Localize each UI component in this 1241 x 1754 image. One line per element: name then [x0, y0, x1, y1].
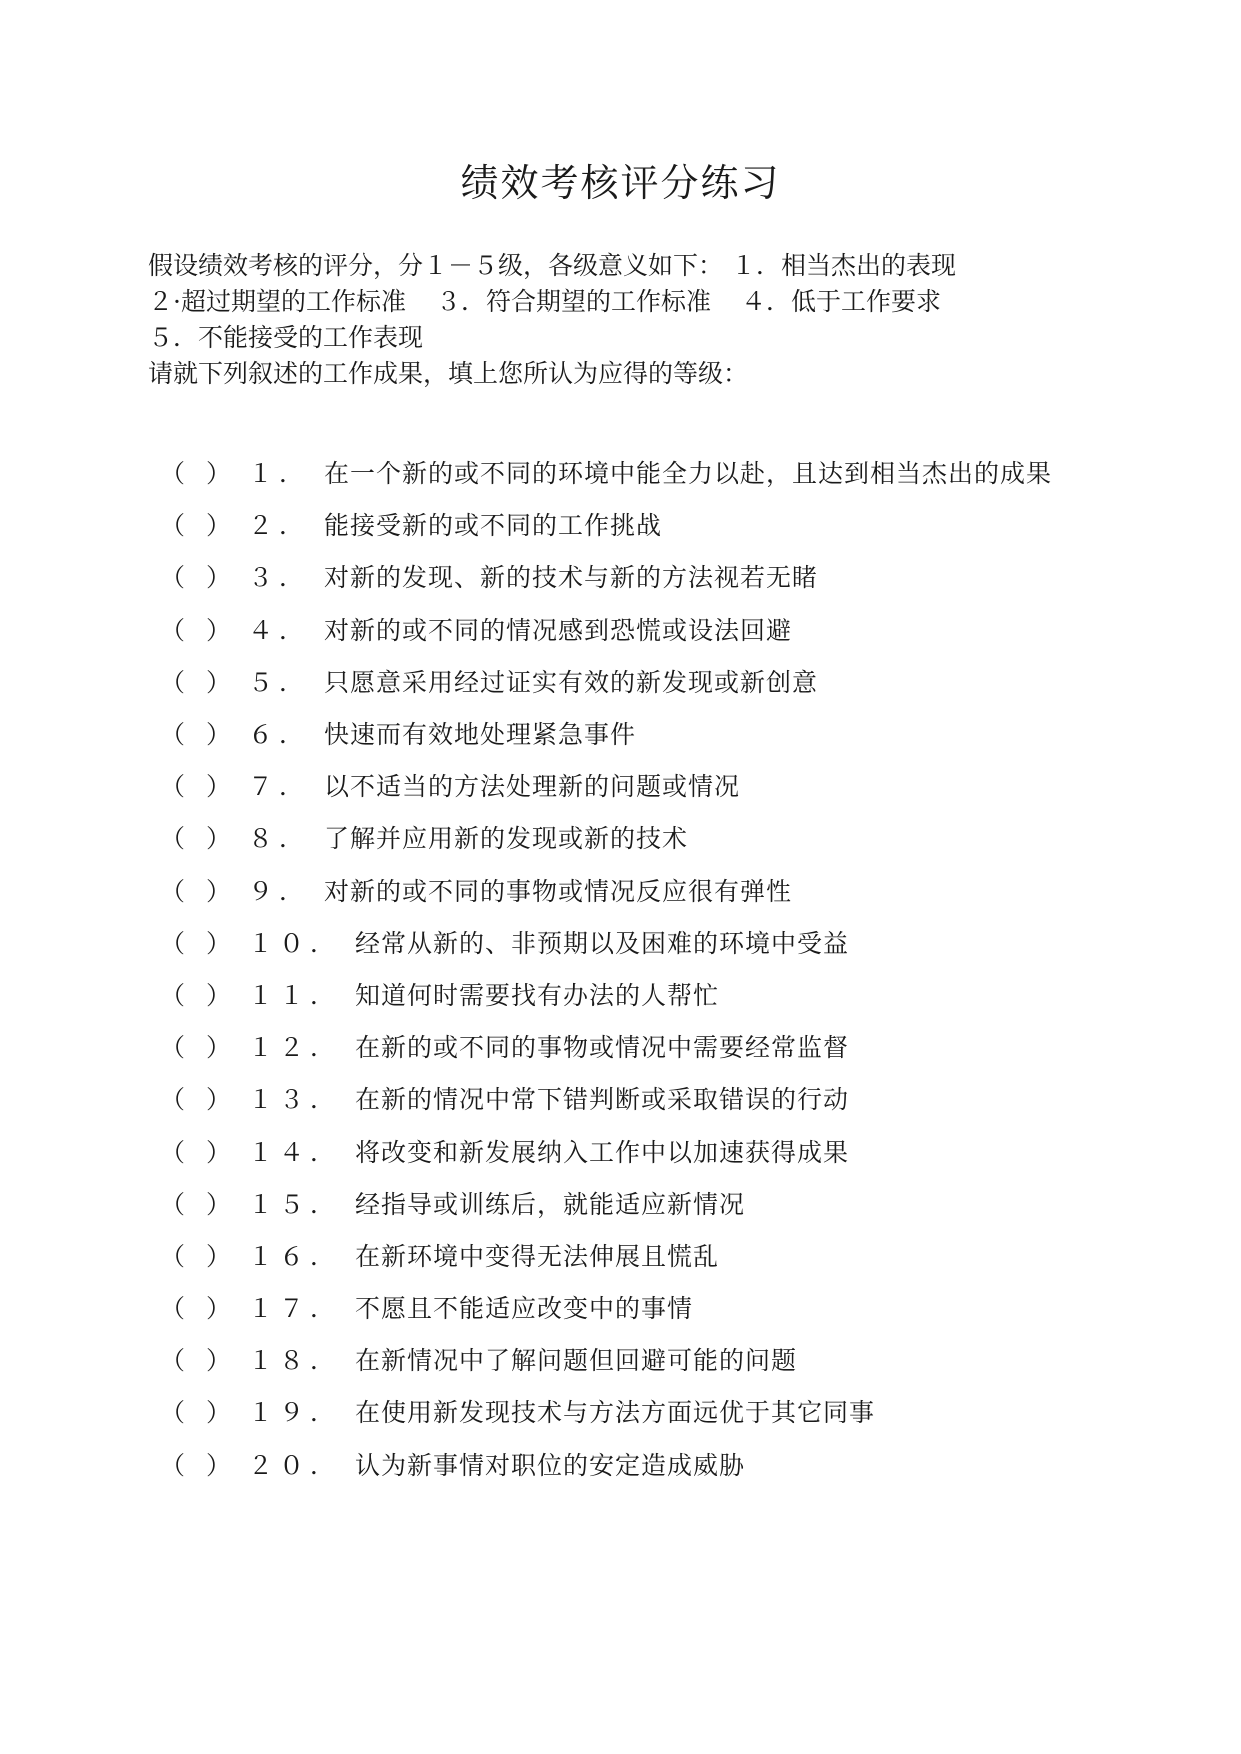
rating-blank[interactable] — [160, 813, 248, 865]
intro-line-3 — [148, 320, 1138, 356]
statement-text: 知道何时需要找有办法的人帮忙 — [355, 980, 720, 1010]
close-paren: ） — [206, 1398, 232, 1428]
close-paren: ） — [206, 720, 232, 750]
statement-row — [160, 1179, 1220, 1231]
statement-number: １９． — [248, 1398, 342, 1428]
statement-row — [160, 657, 1220, 709]
open-paren: （ — [160, 1346, 186, 1376]
statement-number: ２． — [248, 511, 311, 541]
open-paren: （ — [160, 459, 186, 489]
close-paren: ） — [206, 563, 232, 593]
statement-text: 经常从新的、非预期以及困难的环境中受益 — [355, 928, 850, 958]
rating-blank[interactable] — [160, 1387, 248, 1439]
statement-text: 能接受新的或不同的工作挑战 — [324, 511, 663, 541]
rating-blank[interactable] — [160, 709, 248, 761]
open-paren: （ — [160, 1189, 186, 1219]
statement-text: 以不适当的方法处理新的问题或情况 — [324, 772, 741, 802]
statement-number: ６． — [248, 720, 311, 750]
statement-text: 在使用新发现技术与方法方面远优于其它同事 — [355, 1398, 876, 1428]
statement-row — [160, 500, 1220, 552]
rating-blank[interactable] — [160, 657, 248, 709]
rating-blank[interactable] — [160, 1179, 248, 1231]
statement-text: 在新的情况中常下错判断或采取错误的行动 — [355, 1085, 850, 1115]
close-paren: ） — [206, 1085, 232, 1115]
statement-text: 对新的发现、新的技术与新的方法视若无睹 — [324, 563, 819, 593]
scale-level-3: ３．符合期望的工作标准 — [435, 287, 711, 316]
statement-text: 了解并应用新的发现或新的技术 — [324, 824, 689, 854]
scale-level-4: ４．低于工作要求 — [740, 287, 941, 316]
statement-number: ８． — [248, 824, 311, 854]
statement-number: ３． — [248, 563, 311, 593]
statement-row — [160, 1440, 1220, 1492]
statement-number: １８． — [248, 1346, 342, 1376]
rating-blank[interactable] — [160, 970, 248, 1022]
statement-text: 对新的或不同的情况感到恐慌或设法回避 — [324, 615, 793, 645]
statement-number: １０． — [248, 928, 342, 958]
statement-row — [160, 970, 1220, 1022]
close-paren: ） — [206, 615, 232, 645]
rating-blank[interactable] — [160, 1074, 248, 1126]
statement-row — [160, 1335, 1220, 1387]
rating-blank[interactable] — [160, 448, 248, 500]
close-paren: ） — [206, 1346, 232, 1376]
statement-text: 认为新事情对职位的安定造成威胁 — [355, 1450, 746, 1480]
rating-blank[interactable] — [160, 552, 248, 604]
open-paren: （ — [160, 615, 186, 645]
close-paren: ） — [206, 1137, 232, 1167]
statement-row — [160, 448, 1220, 500]
instructions — [148, 248, 1138, 392]
close-paren: ） — [206, 1294, 232, 1324]
statement-number: １． — [248, 459, 311, 489]
statement-number: １５． — [248, 1189, 342, 1219]
rating-blank[interactable] — [160, 500, 248, 552]
statement-row — [160, 1126, 1220, 1178]
close-paren: ） — [206, 1241, 232, 1271]
statement-text: 经指导或训练后，就能适应新情况 — [355, 1189, 746, 1219]
close-paren: ） — [206, 1033, 232, 1063]
statement-number: １３． — [248, 1085, 342, 1115]
scale-level-1: １．相当杰出的表现 — [730, 251, 956, 280]
statement-row — [160, 605, 1220, 657]
rating-blank[interactable] — [160, 1127, 248, 1179]
open-paren: （ — [160, 667, 186, 697]
close-paren: ） — [206, 1189, 232, 1219]
statement-text: 在新情况中了解问题但回避可能的问题 — [355, 1346, 798, 1376]
statement-number: ５． — [248, 667, 311, 697]
statement-text: 只愿意采用经过证实有效的新发现或新创意 — [324, 667, 819, 697]
open-paren: （ — [160, 1450, 186, 1480]
close-paren: ） — [206, 459, 232, 489]
open-paren: （ — [160, 720, 186, 750]
close-paren: ） — [206, 667, 232, 697]
rating-blank[interactable] — [160, 866, 248, 918]
page-title: 绩效考核评分练习 — [460, 161, 781, 205]
open-paren: （ — [160, 824, 186, 854]
rating-blank[interactable] — [160, 1335, 248, 1387]
statement-number: ７． — [248, 772, 311, 802]
rating-blank[interactable] — [160, 1440, 248, 1492]
statement-text: 快速而有效地处理紧急事件 — [324, 720, 637, 750]
statement-text: 将改变和新发展纳入工作中以加速获得成果 — [355, 1137, 850, 1167]
statement-row — [160, 1387, 1220, 1439]
open-paren: （ — [160, 772, 186, 802]
statement-number: ４． — [248, 615, 311, 645]
rating-blank[interactable] — [160, 1283, 248, 1335]
open-paren: （ — [160, 1241, 186, 1271]
open-paren: （ — [160, 511, 186, 541]
instruction-line: 请就下列叙述的工作成果，填上您所认为应得的等级： — [148, 359, 749, 388]
rating-blank[interactable] — [160, 605, 248, 657]
statement-row — [160, 1283, 1220, 1335]
statement-number: ９． — [248, 876, 311, 906]
intro-line-2 — [148, 284, 1138, 320]
statement-row — [160, 1231, 1220, 1283]
close-paren: ） — [206, 772, 232, 802]
close-paren: ） — [206, 876, 232, 906]
close-paren: ） — [206, 824, 232, 854]
open-paren: （ — [160, 980, 186, 1010]
rating-blank[interactable] — [160, 761, 248, 813]
open-paren: （ — [160, 928, 186, 958]
close-paren: ） — [206, 511, 232, 541]
statement-text: 在新环境中变得无法伸展且慌乱 — [355, 1241, 720, 1271]
rating-blank[interactable] — [160, 1231, 248, 1283]
scale-level-5: ５．不能接受的工作表现 — [148, 323, 424, 352]
statement-row — [160, 866, 1220, 918]
rating-blank[interactable] — [160, 1022, 248, 1074]
statement-row — [160, 709, 1220, 761]
open-paren: （ — [160, 876, 186, 906]
open-paren: （ — [160, 1137, 186, 1167]
intro-lead: 假设绩效考核的评分，分１－５级，各级意义如下： — [148, 251, 724, 280]
open-paren: （ — [160, 1033, 186, 1063]
rating-blank[interactable] — [160, 918, 248, 970]
scale-level-2: ２·超过期望的工作标准 — [148, 287, 406, 316]
statement-number: １１． — [248, 980, 342, 1010]
statement-number: ２０． — [248, 1450, 342, 1480]
statement-list — [160, 448, 1220, 1492]
statement-number: １６． — [248, 1241, 342, 1271]
statement-row — [160, 1022, 1220, 1074]
statement-row — [160, 1074, 1220, 1126]
open-paren: （ — [160, 1398, 186, 1428]
open-paren: （ — [160, 563, 186, 593]
statement-text: 对新的或不同的事物或情况反应很有弹性 — [324, 876, 793, 906]
statement-number: １７． — [248, 1294, 342, 1324]
statement-text: 在新的或不同的事物或情况中需要经常监督 — [355, 1033, 850, 1063]
statement-row — [160, 761, 1220, 813]
statement-number: １２． — [248, 1033, 342, 1063]
open-paren: （ — [160, 1294, 186, 1324]
statement-text: 不愿且不能适应改变中的事情 — [355, 1294, 694, 1324]
statement-row — [160, 918, 1220, 970]
statement-row — [160, 552, 1220, 604]
close-paren: ） — [206, 1450, 232, 1480]
open-paren: （ — [160, 1085, 186, 1115]
statement-row — [160, 813, 1220, 865]
close-paren: ） — [206, 928, 232, 958]
intro-line-1 — [148, 248, 1138, 284]
statement-number: １４． — [248, 1137, 342, 1167]
close-paren: ） — [206, 980, 232, 1010]
statement-text: 在一个新的或不同的环境中能全力以赴，且达到相当杰出的成果 — [324, 459, 1053, 489]
